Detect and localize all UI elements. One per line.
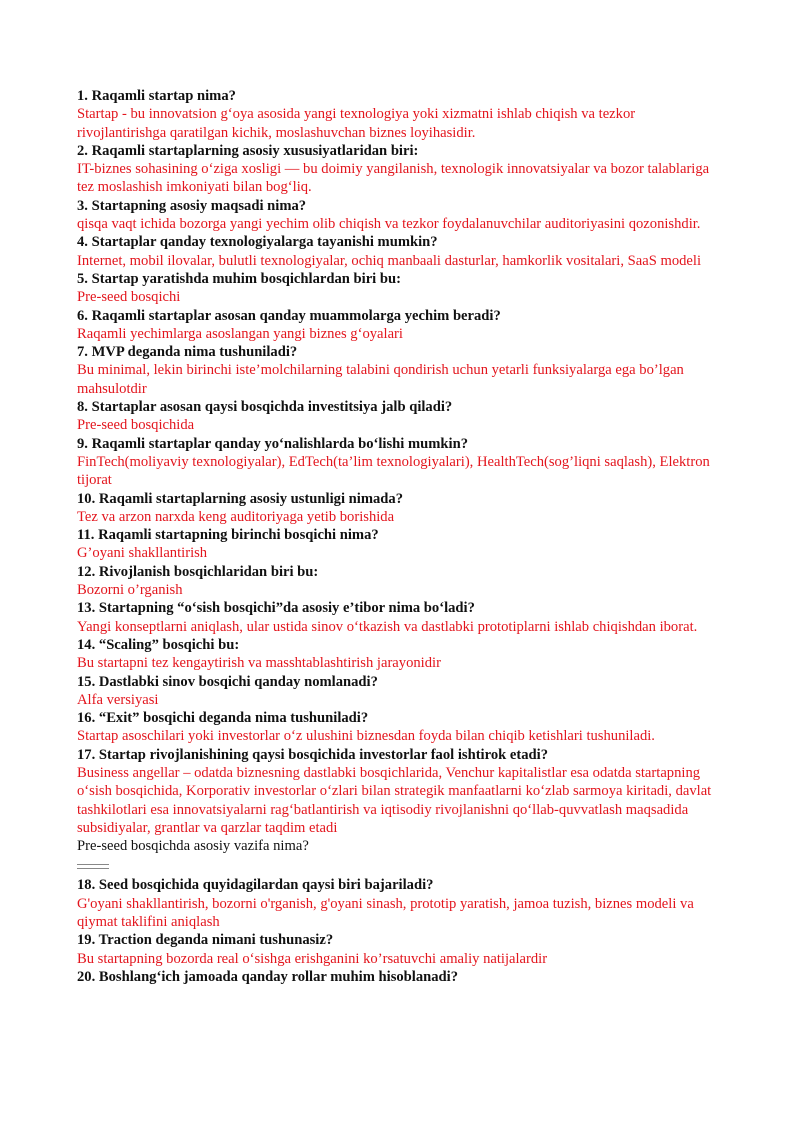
divider-mark xyxy=(77,864,109,869)
qa-list xyxy=(77,87,727,837)
question-text: 4. Startaplar qanday texnologiyalarga tayanishi mumkin? xyxy=(77,234,438,251)
extra-question-line: Pre-seed bosqichda asosiy vazifa nima? xyxy=(77,838,309,855)
question-text: 12. Rivojlanish bosqichlaridan biri bu: xyxy=(77,563,319,580)
question-text: 7. MVP deganda nima tushuniladi? xyxy=(77,344,298,361)
answer-text: IT-biznes sohasining o‘ziga xosligi — bu doimiy yangilanish, texnologik innovatsiyalar va bozor talablariga tez moslashish imkoniyati bilan bog‘liq. xyxy=(77,161,710,196)
answer-text: Alfa versiyasi xyxy=(77,691,159,708)
question-text: 15. Dastlabki sinov bosqichi qanday nomlanadi? xyxy=(77,673,378,690)
question-text: 9. Raqamli startaplar qanday yo‘nalishlarda bo‘lishi mumkin? xyxy=(77,435,469,452)
document-page xyxy=(77,87,727,986)
question-text: 1. Raqamli startap nima? xyxy=(77,88,236,104)
question-text: 3. Startapning asosiy maqsadi nima? xyxy=(77,197,307,214)
question-text: 5. Startap yaratishda muhim bosqichlardan biri bu: xyxy=(77,270,401,287)
answer-text: Tez va arzon narxda keng auditoriyaga yetib borishida xyxy=(77,508,395,525)
question-text: 13. Startapning “o‘sish bosqichi”da asosiy e’tibor nima bo‘ladi? xyxy=(77,600,475,617)
answer-text: Bu startapning bozorda real o‘sishga erishganini ko’rsatuvchi amaliy natijalardir xyxy=(77,950,548,967)
answer-text: Internet, mobil ilovalar, bulutli texnologiyalar, ochiq manbaali dasturlar, hamkorlik vositalari, SaaS modeli xyxy=(77,252,702,269)
answer-text: G’oyani shakllantirish xyxy=(77,545,208,562)
answer-text: Yangi konseptlarni aniqlash, ular ustida sinov o‘tkazish va dastlabki prototiplarni ishlab chiqishdan iborat. xyxy=(77,618,698,635)
answer-text: Startap - bu innovatsion g‘oya asosida yangi texnologiya yoki xizmatni ishlab chiqish va tezkor rivojlantirishga qaratilgan kichik, moslashuvchan biznes loyihasidir. xyxy=(77,106,636,141)
question-text: 10. Raqamli startaplarning asosiy ustunligi nimada? xyxy=(77,490,403,507)
answer-text: Raqamli yechimlarga asoslangan yangi biznes g‘oyalari xyxy=(77,325,403,342)
question-text: 17. Startap rivojlanishining qaysi bosqichida investorlar faol ishtirok etadi? xyxy=(77,746,548,763)
answer-text: qisqa vaqt ichida bozorga yangi yechim olib chiqish va tezkor foydalanuvchilar auditoriyasini qozonishdir. xyxy=(77,216,701,233)
answer-text: Bozorni o’rganish xyxy=(77,582,183,599)
question-text: 8. Startaplar asosan qaysi bosqichda investitsiya jalb qiladi? xyxy=(77,399,453,416)
answer-text: G'oyani shakllantirish, bozorni o'rganish, g'oyani sinash, prototip yaratish, jamoa tuzish, biznes modeli va qiymat taklifini aniqlash xyxy=(77,895,694,931)
answer-text: Pre-seed bosqichida xyxy=(77,417,195,434)
qa-list-after xyxy=(77,876,727,986)
question-text: 19. Traction deganda nimani tushunasiz? xyxy=(77,932,334,949)
answer-text: Bu minimal, lekin birinchi iste’molchilarning talabini qondirish uchun yetarli funksiyalarga ega bo’lgan mahsulotdir xyxy=(77,362,684,397)
answer-text: Business angellar – odatda biznesning dastlabki bosqichlarida, Venchur kapitalistlar esa odatda startapning o‘sish bosqichida, Korporativ investorlar o‘zlari bilan strategik manfaatlarni ko‘zlab sarmoya kiritadi, davlat tashkilotlari esa innovatsiyalarni rag‘batlantirish va iqtisodiy rivojlanishni qo‘llab-quvvatlash maqsadida subsidiyalar, grantlar va qarzlar taqdim etadi xyxy=(77,764,712,836)
answer-text: Startap asoschilari yoki investorlar o‘z ulushini biznesdan foyda bilan chiqib ketishlari tushuniladi. xyxy=(77,728,655,745)
question-text: 2. Raqamli startaplarning asosiy xususiyatlaridan biri: xyxy=(77,142,419,159)
question-text: 14. “Scaling” bosqichi bu: xyxy=(77,636,240,653)
question-text: 6. Raqamli startaplar asosan qanday muammolarga yechim beradi? xyxy=(77,307,501,324)
answer-text: FinTech(moliyaviy texnologiyalar), EdTech(ta’lim texnologiyalari), HealthTech(sog’liqni saqlash), Elektron tijorat xyxy=(77,453,710,489)
question-text: 18. Seed bosqichida quyidagilardan qaysi biri bajariladi? xyxy=(77,877,434,894)
answer-text: Pre-seed bosqichi xyxy=(77,289,181,306)
question-text: 20. Boshlang‘ich jamoada qanday rollar muhim hisoblanadi? xyxy=(77,968,459,985)
question-text: 16. “Exit” bosqichi deganda nima tushuniladi? xyxy=(77,710,369,727)
answer-text: Bu startapni tez kengaytirish va masshtablashtirish jarayonidir xyxy=(77,655,441,672)
question-text: 11. Raqamli startapning birinchi bosqichi nima? xyxy=(77,527,379,544)
